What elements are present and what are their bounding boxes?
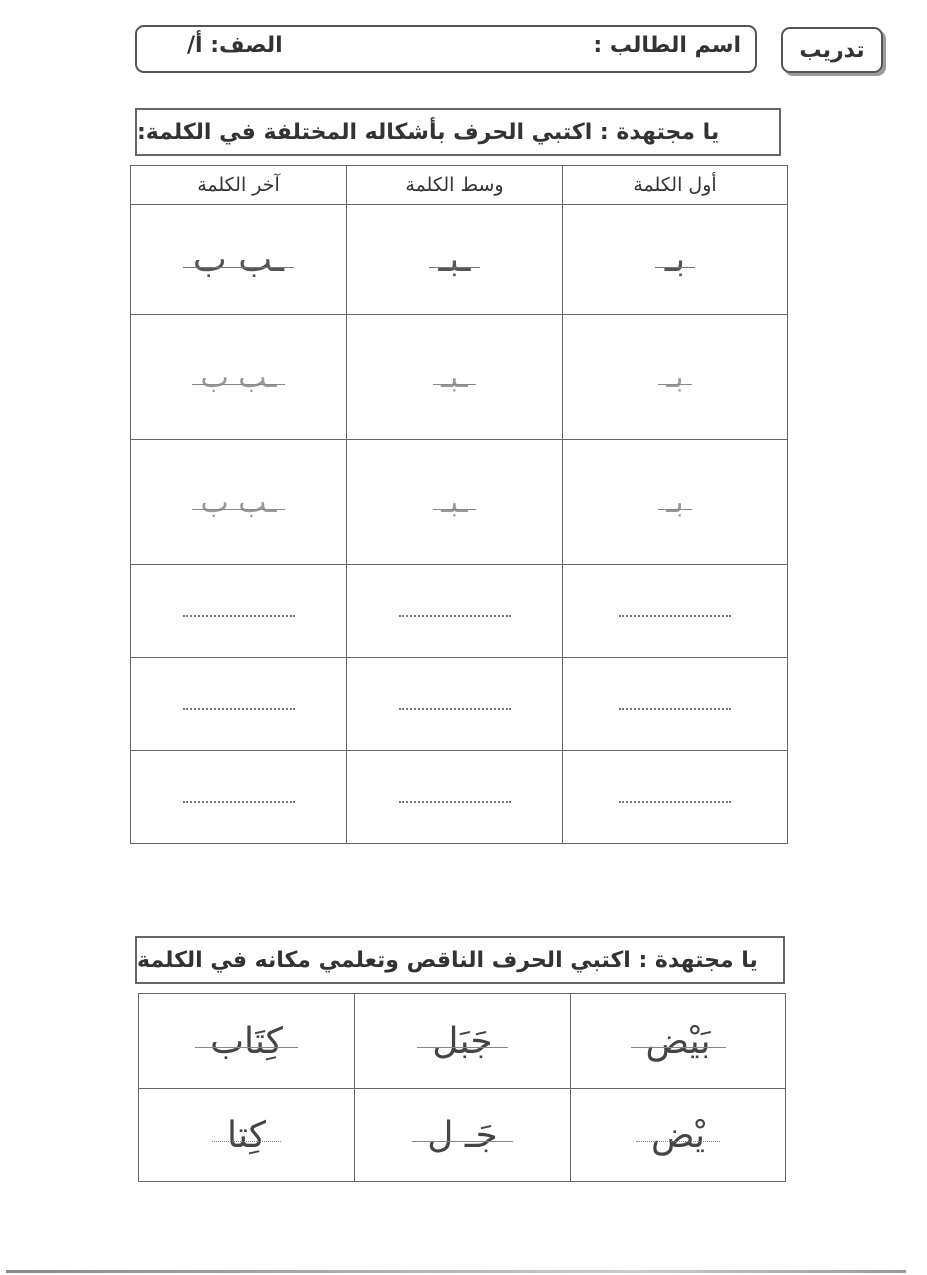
model-row: [131, 205, 788, 315]
writing-line[interactable]: [619, 613, 731, 617]
col-header-end: آخر الكلمة: [131, 166, 347, 205]
table-header-row: [131, 166, 788, 205]
student-info-box: [135, 25, 757, 73]
blank-row: [131, 565, 788, 658]
student-name-label: اسم الطالب :: [593, 33, 741, 58]
writing-line[interactable]: [619, 799, 731, 803]
letter-forms-table: [130, 165, 788, 844]
trace-letter-middle[interactable]: ـبـ: [441, 360, 468, 395]
trace-letter-start[interactable]: بـ: [666, 485, 683, 520]
word-row: [139, 994, 786, 1089]
col-header-middle: وسط الكلمة: [347, 166, 563, 205]
exercise1-instruction: يا مجتهدة : اكتبي الحرف بأشكاله المختلفة في الكلمة:: [135, 108, 781, 156]
word: بَيْض: [646, 1021, 711, 1062]
word: جَبَل: [432, 1021, 492, 1062]
missing-letter-table: [138, 993, 786, 1182]
incomplete-word[interactable]: كِتا: [227, 1115, 266, 1156]
col-header-start: أول الكلمة: [563, 166, 788, 205]
model-letter-end: ـب ب: [193, 239, 284, 280]
exercise2-instruction: يا مجتهدة : اكتبي الحرف الناقص وتعلمي مكانه في الكلمة: [135, 936, 785, 984]
trace-row: [131, 440, 788, 565]
exercise-tag: تدريب: [781, 27, 883, 73]
class-label: الصف: أ/: [187, 33, 283, 58]
word: كِتَاب: [210, 1021, 283, 1062]
incomplete-word[interactable]: يْض: [651, 1115, 705, 1156]
writing-line[interactable]: [183, 613, 295, 617]
writing-line[interactable]: [399, 799, 511, 803]
trace-letter-end[interactable]: ـب ب: [200, 485, 276, 520]
writing-line[interactable]: [183, 799, 295, 803]
incomplete-word[interactable]: جَـ ل: [427, 1115, 497, 1156]
writing-line[interactable]: [183, 706, 295, 710]
blank-row: [131, 751, 788, 844]
trace-letter-start[interactable]: بـ: [666, 360, 683, 395]
model-letter-start: بـ: [665, 239, 686, 280]
model-letter-middle: ـبـ: [439, 239, 471, 280]
page-edge-line: [6, 1270, 906, 1273]
trace-letter-middle[interactable]: ـبـ: [441, 485, 468, 520]
writing-line[interactable]: [619, 706, 731, 710]
writing-line[interactable]: [399, 706, 511, 710]
trace-letter-end[interactable]: ـب ب: [200, 360, 276, 395]
trace-row: [131, 315, 788, 440]
writing-line[interactable]: [399, 613, 511, 617]
blank-row: [131, 658, 788, 751]
incomplete-word-row: [139, 1089, 786, 1182]
